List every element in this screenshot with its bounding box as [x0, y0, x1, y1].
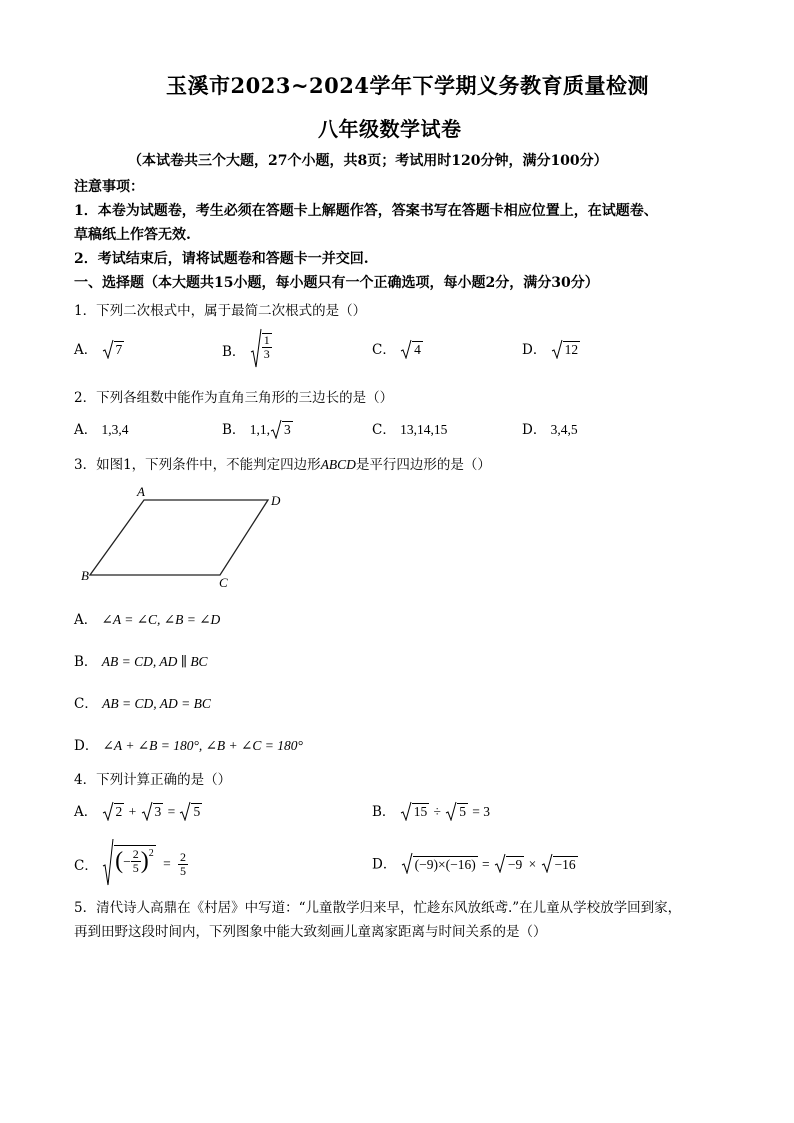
q4-option-a: [74, 800, 202, 825]
sqrt-symbol-icon: [445, 801, 457, 825]
sqrt-symbol-icon: [551, 339, 563, 363]
sqrt-symbol-icon: [250, 328, 262, 372]
question-1-stem: 1．下列二次根式中，属于最简二次根式的是（）: [74, 303, 367, 319]
notes-heading: 注意事项：: [74, 179, 144, 195]
q4-option-c-radicand: [114, 845, 156, 875]
q4-option-c-result-denominator: 5: [179, 863, 186, 878]
q1-option-b: [222, 328, 272, 372]
q4-option-a-label: A．: [74, 804, 98, 820]
q4-option-c-equals: =: [163, 856, 171, 871]
question-2-stem: 2．下列各组数中能作为直角三角形的三边长的是（）: [74, 390, 394, 406]
sqrt-symbol-icon: [400, 339, 412, 363]
q2-option-a-value: 1,3,4: [101, 422, 129, 437]
q3-option-a-label: A．: [74, 612, 98, 628]
q3-option-b-value: AB = CD, AD ∥ BC: [101, 654, 208, 669]
q3-option-d-label: D．: [74, 738, 99, 754]
sqrt-symbol-icon: [270, 419, 282, 443]
sqrt-symbol-icon: [494, 853, 506, 877]
q4-option-c: [74, 838, 188, 890]
sqrt-symbol-icon: [102, 339, 114, 363]
q2-option-a: [74, 418, 129, 438]
q1-option-b-numerator: 1: [263, 333, 270, 347]
section-1-heading: 一、选择题（本大题共15小题，每小题只有一个正确选项，每小题2分，满分30分）: [74, 275, 599, 291]
question-3-stem: [74, 453, 491, 473]
q3-option-b-label: B．: [74, 654, 98, 670]
q4-option-b-radicand-1: 15: [413, 804, 428, 819]
notes-item-2: 2．考试结束后，请将试题卷和答题卡一并交回.: [74, 251, 369, 267]
q1-option-a-radicand: 7: [115, 342, 123, 357]
q4-option-d-radicand-2: −16: [554, 856, 576, 872]
q3-option-d-value: ∠A + ∠B = 180°, ∠B + ∠C = 180°: [102, 738, 303, 753]
q4-option-b: [372, 800, 490, 825]
q1-option-a-label: A．: [74, 342, 98, 358]
q4-option-b-result: = 3: [472, 804, 491, 819]
q4-option-a-radicand-1: 2: [115, 804, 123, 819]
q3-option-c: [74, 692, 211, 712]
q2-option-c: [372, 418, 447, 438]
q1-option-b-label: B．: [222, 344, 246, 360]
q3-option-b: [74, 650, 208, 670]
q3-option-a: [74, 608, 220, 628]
paper-subtitle: 八年级数学试卷: [318, 117, 462, 141]
sqrt-symbol-icon: [400, 801, 412, 825]
q4-option-d: [372, 852, 578, 878]
q1-option-d-label: D．: [522, 342, 547, 358]
q4-option-a-radicand-2: 3: [154, 804, 162, 819]
left-paren-icon: (: [115, 848, 124, 874]
question-3-stem-pre: 3．如图1，下列条件中，不能判定四边形: [74, 457, 321, 473]
sqrt-symbol-icon: [179, 801, 191, 825]
sqrt-symbol-icon: [102, 838, 114, 890]
q2-option-b-radicand: 3: [283, 422, 291, 437]
q4-option-d-label: D．: [372, 856, 397, 873]
q4-option-c-label: C．: [74, 858, 98, 874]
question-4-stem: 4．下列计算正确的是（）: [74, 772, 232, 788]
figure-vertex-b: B: [81, 568, 89, 583]
parallelogram-shape: [90, 500, 268, 575]
sqrt-symbol-icon: [541, 853, 553, 877]
q4-option-b-radicand-2: 5: [459, 804, 466, 819]
sqrt-symbol-icon: [141, 801, 153, 825]
q2-option-d-label: D．: [522, 422, 547, 438]
figure-1-parallelogram: [78, 482, 288, 592]
figure-vertex-c: C: [219, 575, 228, 590]
q4-option-c-result: [178, 851, 188, 878]
q1-option-c: [372, 338, 423, 363]
q2-option-b-value: 1,1,: [249, 422, 270, 437]
q1-option-a: [74, 338, 124, 363]
q2-option-a-label: A．: [74, 422, 98, 438]
notes-item-1-line-2: 草稿纸上作答无效.: [74, 227, 191, 243]
q2-option-d-value: 3,4,5: [550, 422, 578, 437]
q2-option-d: [522, 418, 578, 438]
q4-option-c-exponent: 2: [148, 848, 154, 859]
q1-option-c-label: C．: [372, 342, 396, 358]
q4-option-d-radicand: (−9)×(−16): [414, 856, 476, 872]
right-paren-icon: ): [140, 848, 149, 874]
q4-option-a-radicand-3: 5: [193, 804, 201, 819]
figure-vertex-d: D: [271, 493, 281, 508]
figure-vertex-a: A: [137, 484, 145, 499]
q4-option-c-fraction: [131, 848, 141, 875]
q4-option-b-divide: ÷: [433, 804, 441, 819]
q4-option-a-plus: +: [128, 804, 137, 819]
q1-option-c-radicand: 4: [414, 342, 421, 357]
question-5-line-2: 再到田野这段时间内，下列图象中能大致刻画儿童离家距离与时间关系的是（）: [74, 924, 547, 940]
q2-option-c-value: 13,14,15: [400, 422, 448, 437]
q4-option-c-result-numerator: 2: [179, 849, 186, 864]
exam-info: （本试卷共三个大题，27个小题，共8页；考试用时120分钟，满分100分）: [128, 153, 608, 169]
question-3-stem-post: 是平行四边形的是（）: [355, 457, 491, 473]
q1-option-d-radicand: 12: [564, 342, 579, 357]
notes-item-1-line-1: 1．本卷为试题卷，考生必须在答题卡上解题作答，答案书写在答题卡相应位置上，在试题卷、: [74, 203, 658, 219]
q4-option-d-radicand-1: −9: [507, 856, 523, 872]
sqrt-symbol-icon: [102, 801, 114, 825]
question-3-stem-math: ABCD: [320, 457, 356, 472]
q3-option-d: [74, 734, 303, 754]
q4-option-c-sign: −: [123, 853, 131, 869]
q4-option-c-denominator: 5: [132, 861, 139, 875]
page-title: 玉溪市2023~2024学年下学期义务教育质量检测: [166, 73, 649, 98]
q2-option-b: [222, 418, 293, 443]
q4-option-c-numerator: 2: [132, 847, 139, 861]
question-5-line-1: 5．清代诗人高鼎在《村居》中写道：“儿童散学归来早，忙趁东风放纸鸢.”在儿童从学校放学回到家，: [74, 900, 682, 916]
q4-option-a-equals: =: [167, 804, 176, 819]
q4-option-d-equals: =: [482, 856, 490, 872]
q4-option-b-label: B．: [372, 804, 396, 820]
q1-option-d: [522, 338, 580, 363]
q2-option-b-label: B．: [222, 422, 246, 438]
q3-option-c-value: AB = CD, AD = BC: [102, 696, 211, 711]
q3-option-a-value: ∠A = ∠C, ∠B = ∠D: [101, 612, 221, 627]
q3-option-c-label: C．: [74, 696, 98, 712]
q4-option-d-times: ×: [528, 856, 537, 872]
sqrt-symbol-icon: [401, 852, 413, 878]
q1-option-b-denominator: 3: [263, 347, 270, 361]
q1-option-b-fraction: [262, 333, 272, 361]
q2-option-c-label: C．: [372, 422, 396, 438]
